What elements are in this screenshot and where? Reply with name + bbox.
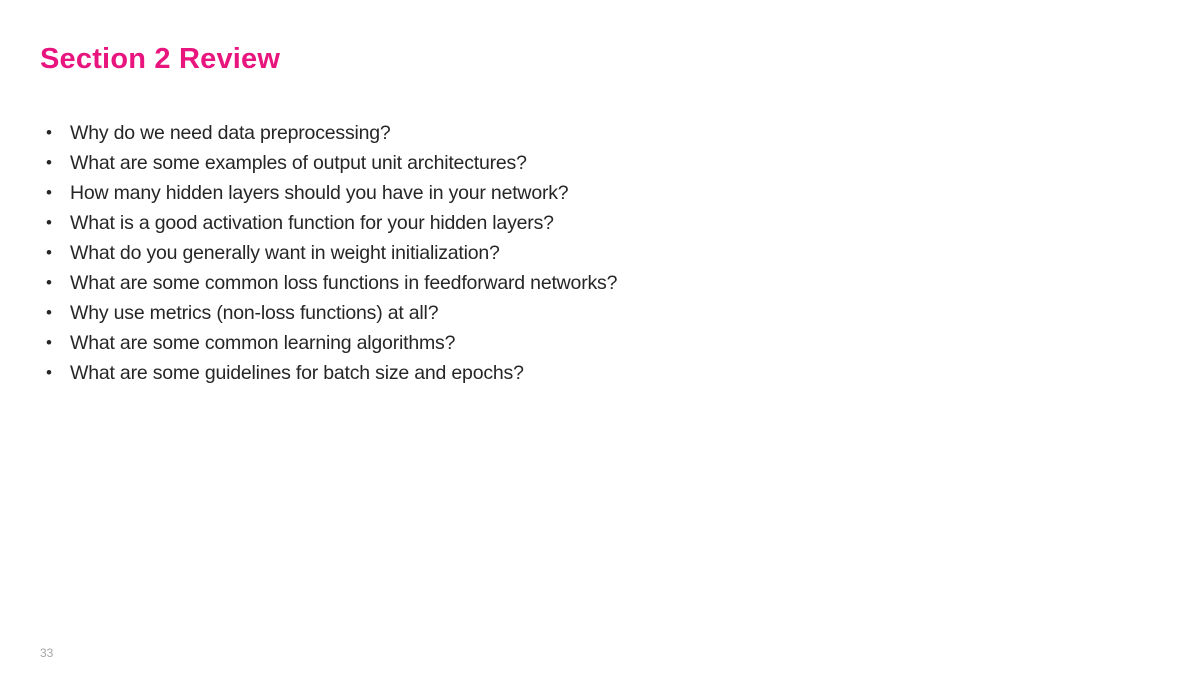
bullet-item: • What are some guidelines for batch size and epochs? <box>40 358 1040 388</box>
page-number: 33 <box>40 646 54 660</box>
bullet-item: • How many hidden layers should you have in your network? <box>40 178 1040 208</box>
bullet-item: • What do you generally want in weight initialization? <box>40 238 1040 268</box>
bullet-item: • What are some common loss functions in feedforward networks? <box>40 268 1040 298</box>
slide-title: Section 2 Review <box>40 43 281 75</box>
bullet-list <box>40 118 1040 388</box>
bullet-item: • Why do we need data preprocessing? <box>40 118 1040 148</box>
bullet-item: • What are some common learning algorithms? <box>40 328 1040 358</box>
bullet-item: • Why use metrics (non-loss functions) at all? <box>40 298 1040 328</box>
bullet-item: • What is a good activation function for your hidden layers? <box>40 208 1040 238</box>
bullet-item: • What are some examples of output unit architectures? <box>40 148 1040 178</box>
